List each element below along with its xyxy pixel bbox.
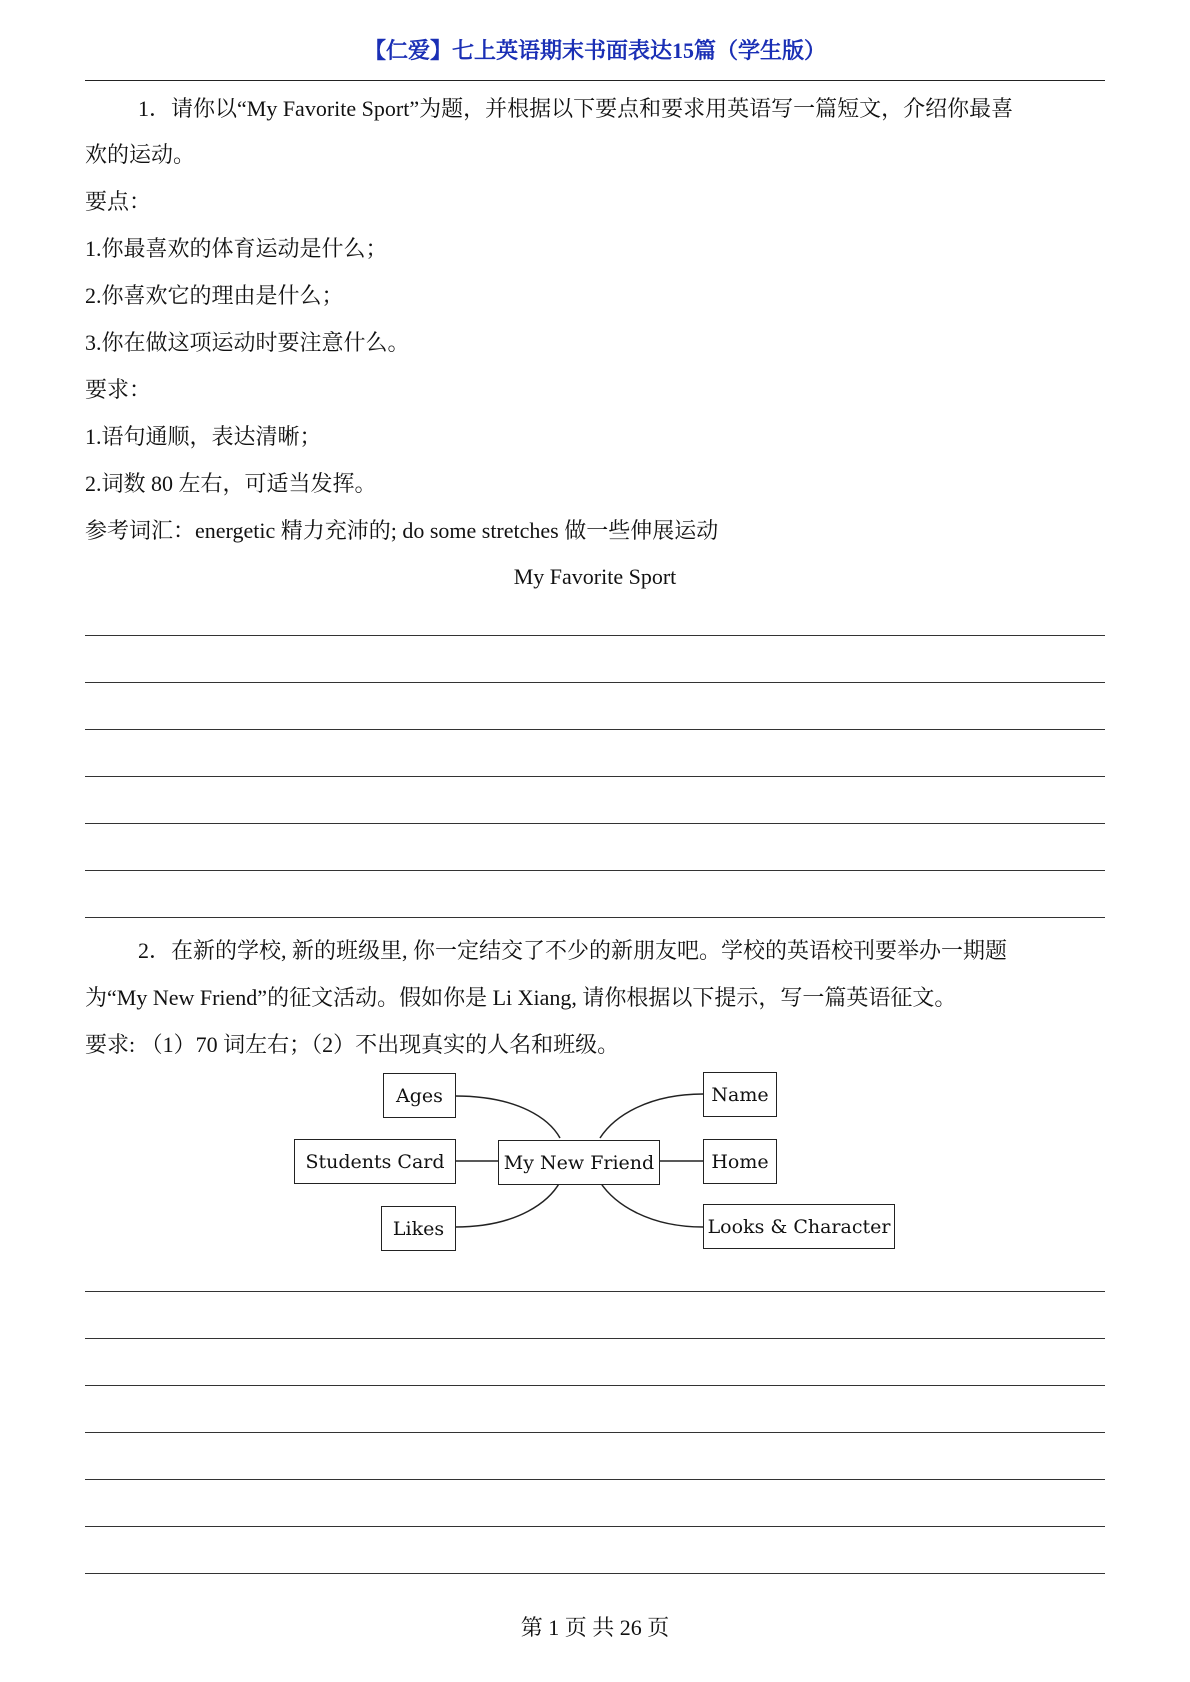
q1-essay-title: My Favorite Sport [513,564,677,589]
document-title: 【仁爱】七上英语期末书面表达15篇（学生版） [363,38,826,63]
mindmap-node-name: Name [703,1072,777,1117]
writing-line[interactable] [85,1573,1105,1574]
mindmap-node-ages: Ages [383,1073,456,1118]
writing-line[interactable] [85,1526,1105,1527]
q2-intro-line-1: 2．在新的学校, 新的班级里, 你一定结交了不少的新朋友吧。学校的英语校刊要举办一期题 [138,938,1008,963]
q2-intro-line-2: 为“My New Friend”的征文活动。假如你是 Li Xiang, 请你根据以下提示，写一篇英语征文。 [85,985,957,1010]
mindmap-node-students-card: Students Card [294,1139,456,1184]
q1-requirements-label: 要求： [85,377,152,402]
mindmap-node-center: My New Friend [498,1140,660,1185]
q1-intro-line-1: 1．请你以“My Favorite Sport”为题，并根据以下要点和要求用英语写一篇短文，介绍你最喜 [138,96,1014,121]
q1-requirement-1: 1.语句通顺，表达清晰； [85,424,322,449]
mindmap-node-home: Home [703,1139,777,1184]
writing-line[interactable] [85,1385,1105,1386]
q1-point-1: 1.你最喜欢的体育运动是什么； [85,236,388,261]
mindmap-node-looks-character: Looks & Character [703,1204,895,1249]
writing-line[interactable] [85,1291,1105,1292]
connector-ages [455,1096,560,1138]
q1-points-label: 要点： [85,189,152,214]
writing-line[interactable] [85,1338,1105,1339]
writing-line[interactable] [85,1479,1105,1480]
connector-name [600,1094,703,1138]
writing-line[interactable] [85,1432,1105,1433]
q2-requirements: 要求: （1）70 词左右；（2）不出现真实的人名和班级。 [85,1032,620,1057]
q1-point-3: 3.你在做这项运动时要注意什么。 [85,330,410,355]
connector-likes [455,1182,560,1227]
q1-intro-line-2: 欢的运动。 [85,142,196,167]
page-number: 第 1 页 共 26 页 [520,1615,670,1640]
q1-requirement-2: 2.词数 80 左右，可适当发挥。 [85,471,377,496]
q1-reference-vocab: 参考词汇：energetic 精力充沛的; do some stretches 做一些伸展运动 [85,518,719,543]
q1-point-2: 2.你喜欢它的理由是什么； [85,283,344,308]
connector-looks [600,1182,703,1227]
mindmap-node-likes: Likes [381,1206,456,1251]
